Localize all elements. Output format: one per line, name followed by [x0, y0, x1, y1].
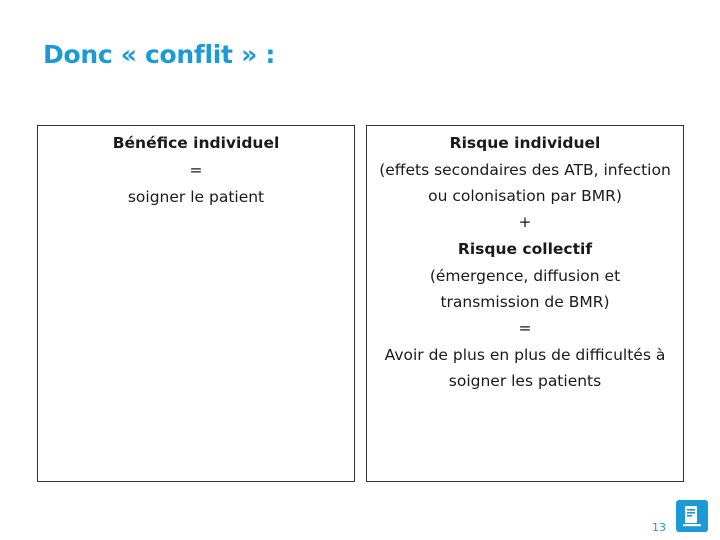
individual-risk-detail: (effets secondaires des ATB, infection ou colonisation par BMR) [379, 161, 671, 205]
slide-title: Donc « conflit » : [43, 40, 276, 69]
page-number: 13 [652, 521, 666, 534]
benefit-equals: = [189, 161, 203, 179]
risk-box [366, 125, 684, 482]
benefit-box [37, 125, 355, 482]
benefit-text: soigner le patient [127, 188, 265, 206]
benefit-heading: Bénéfice individuel [112, 134, 280, 152]
collective-risk-heading: Risque collectif [457, 240, 593, 258]
individual-risk-heading: Risque individuel [449, 134, 601, 152]
risk-equals: = [518, 319, 532, 337]
logo-icon [676, 500, 708, 532]
collective-risk-detail: (émergence, diffusion et transmission de BMR) [429, 267, 621, 311]
risk-plus: + [518, 213, 532, 231]
risk-conclusion: Avoir de plus en plus de difficultés à soigner les patients [384, 346, 666, 390]
